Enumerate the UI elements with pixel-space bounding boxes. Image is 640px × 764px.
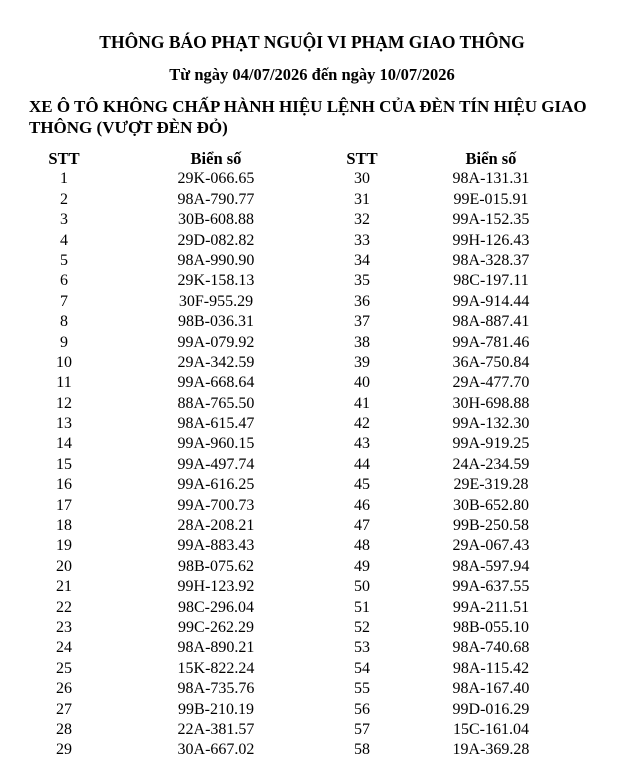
row-stt-right: 40 [354,374,370,392]
table-row [0,598,640,618]
row-plate-left: 98A-615.47 [177,415,255,433]
row-plate-left: 30B-608.88 [178,211,254,229]
table-row [0,169,640,189]
row-stt-left: 17 [56,496,72,514]
row-plate-left: 99C-262.29 [178,618,254,636]
row-plate-left: 99B-210.19 [178,700,254,718]
row-plate-right: 98A-131.31 [452,170,530,188]
row-stt-left: 24 [56,639,72,657]
table-row [0,638,640,658]
row-stt-left: 21 [56,578,72,596]
row-stt-left: 12 [56,394,72,412]
row-plate-right: 98A-328.37 [452,251,530,269]
row-plate-left: 15K-822.24 [177,659,255,677]
row-plate-left: 29K-066.65 [177,170,255,188]
row-stt-right: 43 [354,435,370,453]
table-row [0,659,640,679]
row-stt-left: 15 [56,455,72,473]
row-stt-right: 44 [354,455,370,473]
table-row [0,292,640,312]
table-row [0,394,640,414]
table-header-row [0,149,640,169]
violation-heading: XE Ô TÔ KHÔNG CHẤP HÀNH HIỆU LỆNH CỦA ĐÈN TÍN HIỆU GIAO THÔNG (VƯỢT ĐÈN ĐỎ) [29,97,587,137]
row-stt-right: 53 [354,639,370,657]
row-plate-left: 98A-790.77 [177,190,255,208]
table-row [0,210,640,230]
row-stt-left: 25 [56,659,72,677]
row-plate-right: 98A-597.94 [452,557,530,575]
row-plate-right: 98C-197.11 [453,272,529,290]
row-plate-right: 99A-637.55 [452,578,530,596]
table-body [0,169,640,760]
row-stt-right: 50 [354,578,370,596]
row-plate-left: 99A-616.25 [177,476,255,494]
row-stt-left: 29 [56,741,72,759]
header-plate-right: Biển số [465,149,517,168]
row-plate-left: 29D-082.82 [177,231,255,249]
row-plate-left: 28A-208.21 [177,517,255,535]
row-plate-right: 99A-211.51 [452,598,530,616]
row-plate-right: 98A-887.41 [452,313,530,331]
row-stt-right: 41 [354,394,370,412]
table-row [0,271,640,291]
row-plate-right: 98A-115.42 [452,659,530,677]
table-row [0,618,640,638]
row-stt-left: 19 [56,537,72,555]
row-stt-left: 8 [60,313,68,331]
row-plate-left: 99A-497.74 [177,455,255,473]
row-stt-left: 26 [56,680,72,698]
table-row [0,740,640,760]
table-row [0,414,640,434]
row-stt-right: 38 [354,333,370,351]
row-plate-right: 98A-740.68 [452,639,530,657]
row-plate-right: 99A-152.35 [452,211,530,229]
row-plate-left: 22A-381.57 [177,720,255,738]
row-plate-right: 30H-698.88 [452,394,530,412]
row-stt-right: 49 [354,557,370,575]
row-plate-left: 98A-990.90 [177,251,255,269]
row-stt-left: 13 [56,415,72,433]
row-plate-left: 98B-075.62 [178,557,254,575]
row-stt-right: 35 [354,272,370,290]
row-plate-left: 30A-667.02 [177,741,255,759]
row-stt-left: 11 [56,374,72,392]
date-range: Từ ngày 04/07/2026 đến ngày 10/07/2026 [169,65,455,84]
row-stt-right: 58 [354,741,370,759]
table-row [0,496,640,516]
row-stt-right: 46 [354,496,370,514]
row-plate-left: 99A-700.73 [177,496,255,514]
row-stt-left: 4 [60,231,68,249]
row-plate-right: 19A-369.28 [452,741,530,759]
row-plate-left: 98A-890.21 [177,639,255,657]
table-row [0,557,640,577]
row-plate-left: 29A-342.59 [177,353,255,371]
row-stt-right: 42 [354,415,370,433]
row-plate-right: 24A-234.59 [452,455,530,473]
row-plate-right: 99E-015.91 [453,190,529,208]
table-row [0,536,640,556]
row-plate-right: 30B-652.80 [453,496,529,514]
row-stt-left: 22 [56,598,72,616]
row-stt-right: 34 [354,251,370,269]
plate-table [0,149,640,761]
row-stt-left: 28 [56,720,72,738]
row-stt-right: 57 [354,720,370,738]
table-row [0,333,640,353]
header-stt-right: STT [346,149,378,168]
row-stt-left: 6 [60,272,68,290]
row-stt-right: 55 [354,680,370,698]
table-row [0,679,640,699]
table-row [0,373,640,393]
table-row [0,720,640,740]
row-plate-right: 98B-055.10 [453,618,529,636]
table-row [0,577,640,597]
row-plate-right: 99A-132.30 [452,415,530,433]
row-stt-left: 3 [60,211,68,229]
row-stt-left: 20 [56,557,72,575]
row-stt-left: 7 [60,292,68,310]
row-stt-right: 54 [354,659,370,677]
row-plate-left: 99H-123.92 [177,578,255,596]
row-stt-left: 27 [56,700,72,718]
row-stt-left: 18 [56,517,72,535]
row-plate-right: 29E-319.28 [453,476,529,494]
table-row [0,231,640,251]
row-plate-left: 99A-883.43 [177,537,255,555]
row-stt-right: 56 [354,700,370,718]
row-plate-right: 99B-250.58 [453,517,529,535]
row-plate-left: 29K-158.13 [177,272,255,290]
row-plate-right: 29A-067.43 [452,537,530,555]
table-row [0,190,640,210]
table-row [0,312,640,332]
row-plate-right: 99A-914.44 [452,292,530,310]
table-row [0,251,640,271]
row-stt-left: 1 [60,170,68,188]
row-plate-left: 99A-079.92 [177,333,255,351]
header-stt-left: STT [48,149,80,168]
header-plate-left: Biển số [190,149,242,168]
table-row [0,455,640,475]
row-stt-right: 36 [354,292,370,310]
row-plate-right: 99D-016.29 [452,700,530,718]
row-plate-right: 99A-781.46 [452,333,530,351]
row-plate-left: 99A-960.15 [177,435,255,453]
table-row [0,475,640,495]
row-plate-left: 30F-955.29 [178,292,254,310]
document-title: THÔNG BÁO PHẠT NGUỘI VI PHẠM GIAO THÔNG [99,32,525,52]
row-stt-left: 2 [60,190,68,208]
table-row [0,434,640,454]
row-plate-right: 99H-126.43 [452,231,530,249]
row-plate-right: 99A-919.25 [452,435,530,453]
row-stt-right: 30 [354,170,370,188]
row-stt-left: 10 [56,353,72,371]
row-stt-left: 23 [56,618,72,636]
row-stt-right: 45 [354,476,370,494]
row-stt-right: 47 [354,517,370,535]
row-stt-right: 52 [354,618,370,636]
table-row [0,353,640,373]
row-plate-right: 98A-167.40 [452,680,530,698]
row-plate-left: 98B-036.31 [178,313,254,331]
row-plate-left: 88A-765.50 [177,394,255,412]
row-plate-right: 36A-750.84 [452,353,530,371]
row-plate-left: 98A-735.76 [177,680,255,698]
row-plate-left: 99A-668.64 [177,374,255,392]
row-stt-left: 14 [56,435,72,453]
table-row [0,516,640,536]
row-stt-right: 51 [354,598,370,616]
row-plate-right: 29A-477.70 [452,374,530,392]
row-plate-left: 98C-296.04 [178,598,254,616]
row-stt-left: 16 [56,476,72,494]
row-stt-right: 33 [354,231,370,249]
row-plate-right: 15C-161.04 [453,720,529,738]
row-stt-right: 32 [354,211,370,229]
row-stt-right: 39 [354,353,370,371]
row-stt-left: 5 [60,251,68,269]
row-stt-left: 9 [60,333,68,351]
table-row [0,700,640,720]
row-stt-right: 31 [354,190,370,208]
row-stt-right: 37 [354,313,370,331]
row-stt-right: 48 [354,537,370,555]
